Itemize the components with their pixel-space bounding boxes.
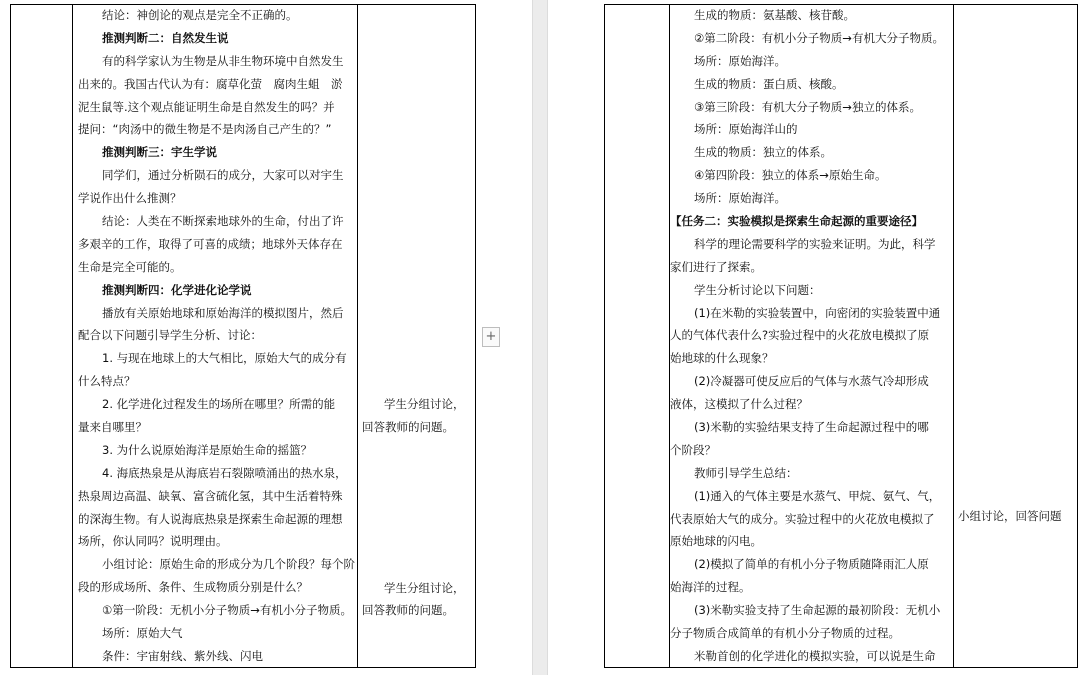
- text-line: 代表原始大气的成分。实验过程中的火花放电模拟了: [670, 511, 935, 526]
- document-page-right: [598, 0, 1080, 675]
- text-line: 原始地球的闪电。: [670, 534, 762, 549]
- text-line: (3)米勒实验支持了生命起源的最初阶段：无机小: [694, 603, 941, 618]
- text-line: 学生分析讨论以下问题：: [694, 282, 821, 297]
- teacher-activity-column: [670, 4, 952, 668]
- text-line: 场所，你认同吗？说明理由。: [78, 534, 228, 549]
- table-column-divider: [357, 4, 358, 668]
- text-line: 场所：原始海洋。: [694, 53, 786, 68]
- text-line: 4. 海底热泉是从海底岩石裂隙喷涌出的热水泉，: [102, 465, 347, 480]
- text-line: 生成的物质：氨基酸、核苷酸。: [694, 8, 855, 22]
- section-heading: 推测判断三：宇生学说: [102, 145, 217, 160]
- text-line: 条件：宇宙射线、紫外线、闪电: [102, 648, 263, 663]
- text-line: (2)冷凝器可使反应后的气体与水蒸气冷却形成: [694, 374, 929, 389]
- text-line: 泥生鼠等.这个观点能证明生命是自然发生的吗？并: [78, 99, 335, 114]
- table-column-divider: [72, 4, 73, 668]
- student-activity-block: [362, 393, 465, 439]
- text-line: 教师引导学生总结：: [694, 465, 798, 480]
- section-heading: 【任务二：实验模拟是探索生命起源的重要途径】: [670, 214, 923, 229]
- text-line: 场所：原始海洋。: [694, 191, 786, 206]
- text-line: 场所：原始海洋山的: [694, 122, 798, 137]
- text-line: 生成的物质：蛋白质、核酸。: [694, 76, 844, 91]
- section-heading: 推测判断二：自然发生说: [102, 30, 229, 45]
- text-line: 学说作出什么推测？: [78, 191, 182, 206]
- text-line: 米勒首创的化学进化的模拟实验，可以说是生命: [694, 648, 936, 663]
- text-line: 科学的理论需要科学的实验来证明。为此，科学: [694, 236, 936, 251]
- student-activity-text: 小组讨论，回答问题: [958, 509, 1062, 523]
- text-line: ③第三阶段：有机大分子物质→独立的体系。: [694, 99, 921, 114]
- text-line: 生命是完全可能的。: [78, 259, 182, 274]
- text-line: 配合以下问题引导学生分析、讨论：: [78, 328, 262, 343]
- text-line: (1)在米勒的实验装置中，向密闭的实验装置中通: [694, 305, 941, 320]
- text-line: 3. 为什么说原始海洋是原始生命的摇篮？: [102, 442, 313, 457]
- text-line: 人的气体代表什么?实验过程中的火花放电模拟了原: [670, 328, 930, 343]
- text-line: 家们进行了探索。: [670, 259, 762, 274]
- text-line: 结论：神创论的观点是完全不正确的。: [102, 8, 298, 22]
- expand-button[interactable]: +: [482, 327, 500, 347]
- text-line: ①第一阶段：无机小分子物质→有机小分子物质。: [102, 603, 352, 618]
- text-line: 播放有关原始地球和原始海洋的模拟图片，然后: [102, 305, 344, 320]
- text-line: 2. 化学进化过程发生的场所在哪里？所需的能: [102, 397, 336, 412]
- page-separator-bar: [532, 0, 548, 675]
- text-line: (3)米勒的实验结果支持了生命起源过程中的哪: [694, 420, 929, 435]
- student-activity-text: 学生分组讨论，: [384, 397, 465, 412]
- text-line: 场所：原始大气: [102, 626, 183, 641]
- student-activity-block: [362, 577, 465, 623]
- text-line: 始地球的什么现象？: [670, 351, 774, 366]
- text-line: 分子物质合成简单的有机小分子物质的过程。: [670, 626, 900, 641]
- document-page-left: [0, 0, 482, 675]
- text-line: 小组讨论：原始生命的形成分为几个阶段？每个阶: [102, 557, 355, 572]
- text-line: 液体，这模拟了什么过程？: [670, 397, 808, 412]
- text-line: ④第四阶段：独立的体系→原始生命。: [694, 168, 887, 183]
- text-line: 始海洋的过程。: [670, 580, 751, 595]
- text-line: 的深海生物。有人说海底热泉是探索生命起源的理想: [78, 511, 343, 526]
- text-line: 生成的物质：独立的体系。: [694, 145, 832, 160]
- student-activity-column: [958, 505, 1076, 528]
- text-line: 多艰辛的工作，取得了可喜的成绩；地球外天体存在: [78, 236, 343, 251]
- text-line: 量来自哪里？: [78, 420, 147, 435]
- text-line: (2)模拟了简单的有机小分子物质随降雨汇人原: [694, 557, 929, 572]
- text-line: (1)通入的气体主要是水蒸气、甲烷、氨气、气，: [694, 488, 941, 503]
- text-line: ②第二阶段：有机小分子物质→有机大分子物质。: [694, 30, 944, 45]
- text-line: 同学们，通过分析陨石的成分，大家可以对宇生: [102, 168, 344, 183]
- text-line: 提问：“肉汤中的微生物是不是肉汤自己产生的？”: [78, 122, 332, 137]
- teacher-activity-column: [78, 4, 354, 668]
- text-line: 段的形成场所、条件、生成物质分别是什么？: [78, 580, 308, 595]
- text-line: 热泉周边高温、缺氧、富含硫化氢，其中生活着特殊: [78, 488, 343, 503]
- text-line: 出来的。我国古代认为有：腐草化萤 腐肉生蛆 淤: [78, 76, 343, 91]
- text-line: 1. 与现在地球上的大气相比，原始大气的成分有: [102, 351, 347, 366]
- table-column-divider: [953, 4, 954, 668]
- text-line: 什么特点？: [78, 374, 136, 389]
- text-line: 有的科学家认为生物是从非生物环境中自然发生: [102, 53, 344, 68]
- text-line: 结论：人类在不断探索地球外的生命，付出了许: [102, 214, 344, 229]
- text-line: 个阶段？: [670, 442, 716, 457]
- section-heading: 推测判断四：化学进化论学说: [102, 282, 252, 297]
- student-activity-text: 回答教师的问题。: [362, 603, 454, 618]
- student-activity-text: 回答教师的问题。: [362, 420, 454, 435]
- student-activity-text: 学生分组讨论，: [384, 580, 465, 595]
